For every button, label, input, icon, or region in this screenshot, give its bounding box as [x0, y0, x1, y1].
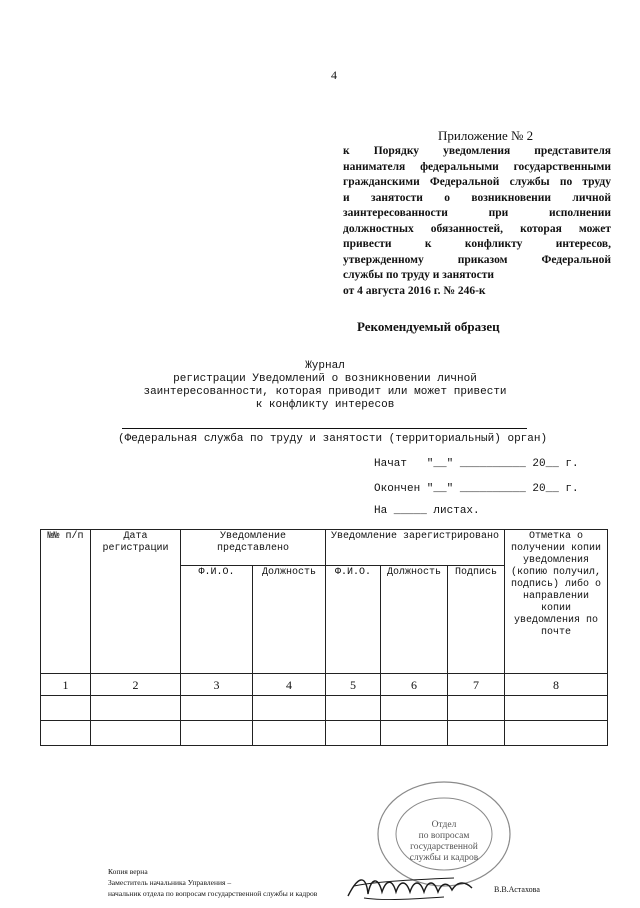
appendix-reference — [343, 144, 611, 299]
footer-line: Заместитель начальника Управления – — [108, 878, 232, 887]
appendix-line: гражданскими Федеральной службы по труду — [343, 176, 611, 188]
appendix-line: должностных обязанностей, которая может — [343, 222, 611, 235]
table-header-row — [41, 530, 608, 566]
appendix-line: заинтересованности при исполнении — [343, 207, 611, 219]
appendix-line: службы по труду и занятости — [343, 269, 495, 281]
subheader-position-submitted: Должность — [253, 566, 326, 674]
page-number: 4 — [331, 68, 337, 82]
journal-heading: Журнал — [305, 360, 345, 372]
column-number: 5 — [326, 674, 381, 696]
registration-table — [40, 529, 608, 746]
appendix-line: от 4 августа 2016 г. № 246-к — [343, 284, 486, 297]
column-number: 3 — [181, 674, 253, 696]
sample-label: Рекомендуемый образец — [357, 319, 500, 334]
appendix-title: Приложение № 2 — [438, 128, 534, 143]
footer-line: начальник отдела по вопросам государственной службы и кадров — [108, 889, 318, 898]
stamp-text: службы и кадров — [409, 853, 479, 863]
col-header-submitted: Уведомление представлено — [181, 530, 326, 566]
journal-line: регистрации Уведомлений о возникновении личной — [173, 373, 477, 385]
journal-title-block — [140, 360, 510, 412]
stamp-text: государственной — [410, 842, 478, 852]
journal-line: к конфликту интересов — [255, 399, 395, 411]
subheader-fio-registered: Ф.И.О. — [326, 566, 381, 674]
appendix-line: и занятости о возникновении личной — [343, 191, 611, 204]
handwritten-signature — [344, 868, 494, 908]
footer-line: Копия верна — [108, 867, 148, 876]
column-number: 6 — [381, 674, 448, 696]
appendix-line: привести к конфликту интересов, — [343, 238, 611, 250]
journal-line: заинтересованности, которая приводит или может привести — [143, 386, 507, 398]
subheader-position-registered: Должность — [381, 566, 448, 674]
appendix-line: к Порядку уведомления представителя — [343, 145, 611, 157]
column-number: 7 — [448, 674, 505, 696]
appendix-line: утвержденному приказом Федеральной — [343, 253, 611, 266]
started-date-field: Начат "__" __________ 20__ г. — [374, 458, 579, 470]
org-blank-line — [122, 428, 527, 429]
stamp-text: по вопросам — [418, 831, 470, 841]
col-header-date: Дата регистрации — [91, 530, 181, 674]
finished-date-field: Окончен "__" __________ 20__ г. — [374, 483, 579, 495]
subheader-signature: Подпись — [448, 566, 505, 674]
subheader-fio-submitted: Ф.И.О. — [181, 566, 253, 674]
appendix-line: нанимателя федеральными государственными — [343, 160, 611, 173]
table-row — [41, 696, 608, 721]
col-header-receipt-mark: Отметка о получении копии уведомления (копию получил, подпись) либо о направлении копии уведомления по почте — [505, 530, 608, 674]
column-number: 1 — [41, 674, 91, 696]
org-caption: (Федеральная служба по труду и занятости (территориальный) орган) — [118, 433, 548, 445]
sheets-count-field: На _____ листах. — [374, 505, 480, 517]
column-number: 8 — [505, 674, 608, 696]
table-row — [41, 721, 608, 746]
col-header-registered: Уведомление зарегистрировано — [326, 530, 505, 566]
col-header-number: №№ п/п — [41, 530, 91, 674]
column-number-row — [41, 674, 608, 696]
column-number: 2 — [91, 674, 181, 696]
column-number: 4 — [253, 674, 326, 696]
certification-footer — [108, 866, 317, 899]
signer-name: В.В.Астахова — [494, 885, 540, 894]
stamp-text: Отдел — [431, 820, 457, 830]
